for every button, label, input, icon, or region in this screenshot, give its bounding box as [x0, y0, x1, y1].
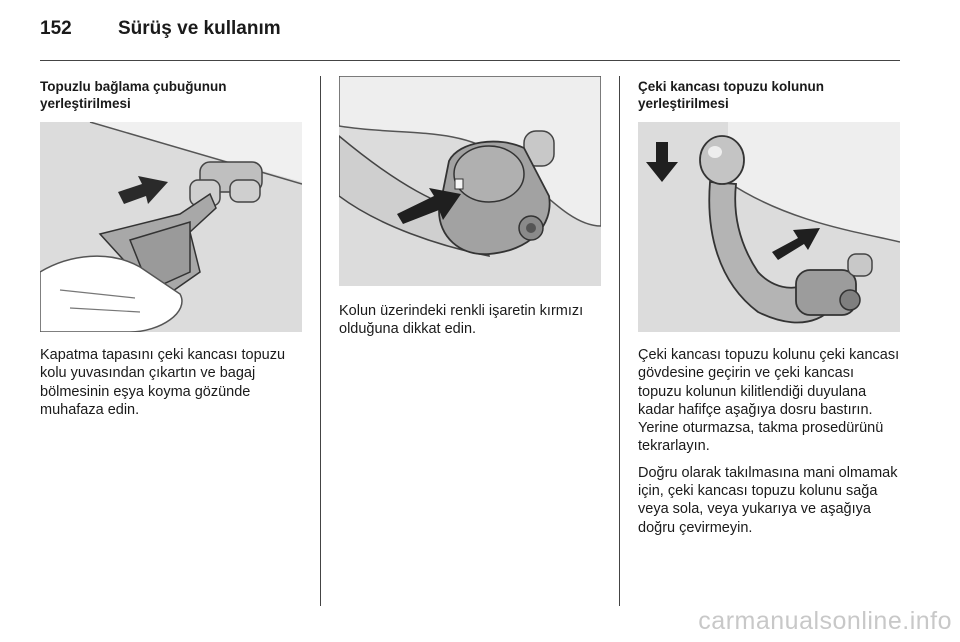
paragraph: Kolun üzerindeki renkli işaretin kırmızı olduğuna dikkat edin.: [339, 303, 584, 338]
section-heading-insert-bar: Topuzlu bağlama çubuğunun yerleştirilmesi: [40, 79, 227, 111]
header-divider: [40, 60, 900, 61]
paragraph: Kapatma tapasını çeki kancası topuzu kolu yuvasından çıkartın ve bagaj bölmesinin eşya koyma gözünde muhafaza edin.: [40, 347, 286, 418]
column-right: [638, 78, 900, 537]
page-title: Sürüş ve kullanım: [118, 18, 281, 39]
column-divider-2: [619, 76, 620, 606]
page-header: [40, 18, 281, 46]
column-left: [40, 78, 302, 419]
illustration-color-mark: [339, 76, 601, 286]
paragraph: Çeki kancası topuzu kolunu çeki kancası gövdesine geçirin ve çeki kancası topuzu kolunun kilitlendiği duyulana kadar hafifçe aşağıya dosru bastırın. Yerine oturmazsa, takma prosedürünü tekrarlayın.: [638, 347, 900, 455]
illustration-remove-cap: [40, 122, 302, 332]
column-middle: [339, 78, 601, 339]
section-heading-insert-ball-bar: Çeki kancası topuzu kolunun yerleştirilmesi: [638, 79, 825, 111]
paragraph: Doğru olarak takılmasına mani olmamak için, çeki kancası topuzu kolunu sağa veya sola, veya yukarıya ve aşağıya doğru çevirmeyin.: [638, 464, 898, 536]
instruction-text-2: [339, 302, 601, 339]
column-divider-1: [320, 76, 321, 606]
instruction-text-1: [40, 346, 302, 419]
page-number: 152: [40, 18, 72, 39]
illustration-insert-ball-bar: [638, 122, 900, 332]
watermark: carmanualsonline.info: [698, 607, 952, 635]
instruction-text-3: [638, 346, 900, 537]
